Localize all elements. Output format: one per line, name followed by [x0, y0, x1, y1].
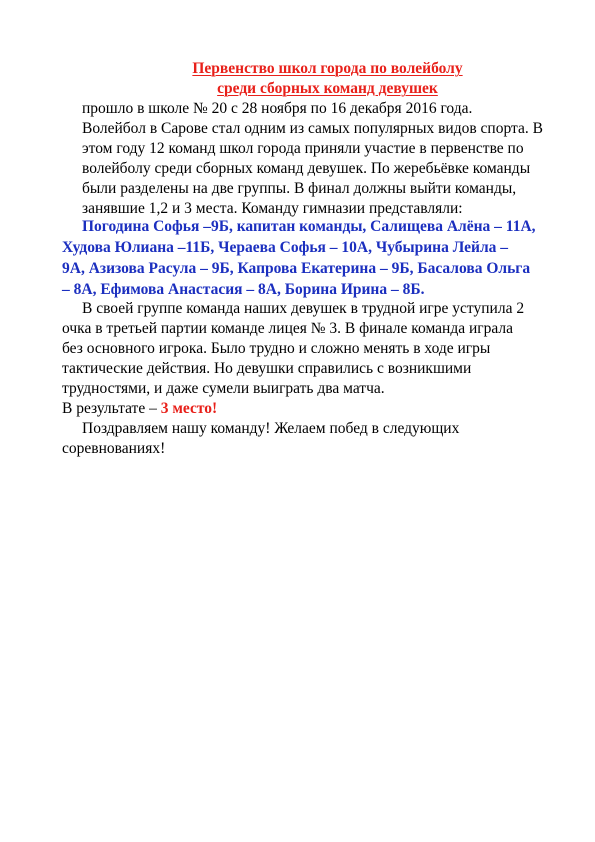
team-members-line: Погодина Софья –9Б, капитан команды, Салищева Алёна – 11А,	[82, 218, 536, 235]
result-line	[62, 399, 217, 419]
intro-line: волейболу среди сборных команд девушек. По жеребьёвке команды	[82, 160, 531, 177]
game-summary-line: очка в третьей партии команде лицея № 3. В финале команда играла	[62, 320, 514, 337]
team-members-line: Худова Юлиана –11Б, Чераева Софья – 10А, Чубырина Лейла –	[62, 239, 509, 256]
document-title-line-1: Первенство школ города по волейболу	[192, 60, 463, 77]
intro-line: прошло в школе № 20 с 28 ноября по 16 декабря 2016 года.	[82, 100, 473, 117]
closing-line: соревнованиях!	[62, 440, 166, 457]
closing-line: Поздравляем нашу команду! Желаем побед в следующих	[82, 420, 460, 437]
team-members-line: – 8А, Ефимова Анастасия – 8А, Борина Ирина – 8Б.	[62, 281, 425, 298]
intro-line: были разделены на две группы. В финал должны выйти команды,	[82, 180, 517, 197]
game-summary-line: В своей группе команда наших девушек в трудной игре уступила 2	[82, 300, 525, 317]
game-summary-line: трудностями, и даже сумели выиграть два матча.	[62, 380, 385, 397]
result-prefix: В результате –	[62, 400, 161, 417]
result-place: 3 место!	[160, 400, 218, 417]
intro-line: Волейбол в Сарове стал одним из самых популярных видов спорта. В	[82, 120, 543, 137]
game-summary-line: тактические действия. Но девушки справились с возникшими	[62, 360, 472, 377]
intro-line: этом году 12 команд школ города приняли участие в первенстве по	[82, 140, 524, 157]
document-title-line-2: среди сборных команд девушек	[217, 80, 438, 97]
team-members-line: 9А, Азизова Расула – 9Б, Капрова Екатерина – 9Б, Басалова Ольга	[62, 260, 531, 277]
game-summary-line: без основного игрока. Было трудно и сложно менять в ходе игры	[62, 340, 491, 357]
intro-line: занявшие 1,2 и 3 места. Команду гимназии представляли:	[82, 200, 463, 217]
